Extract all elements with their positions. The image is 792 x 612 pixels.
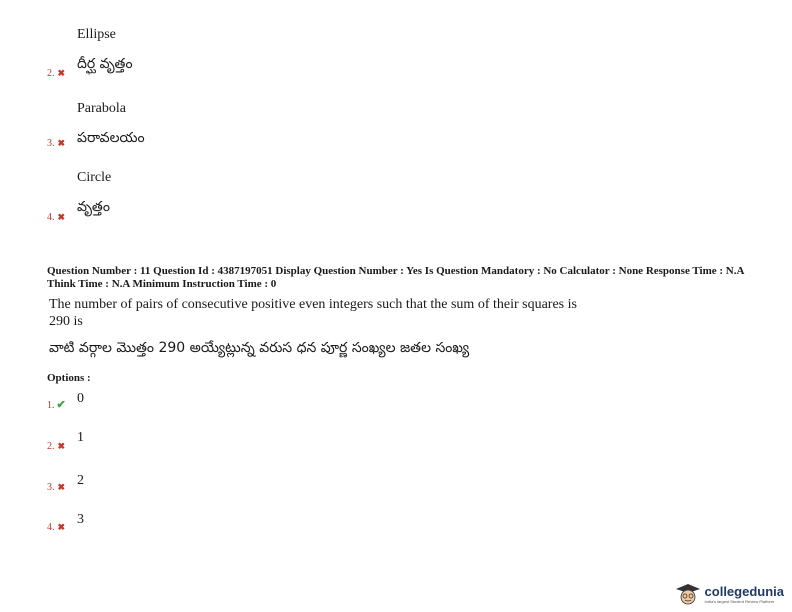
answer-option-4-marker — [47, 522, 65, 533]
answer-option-2-marker — [47, 441, 65, 452]
cross-icon: ✖ — [57, 482, 66, 492]
option-2-english: Ellipse — [77, 27, 116, 42]
option-4-telugu: వృత్తం — [77, 199, 110, 215]
cross-icon: ✖ — [57, 138, 66, 148]
option-number: 3. — [47, 138, 55, 149]
answer-option-3-value: 2 — [77, 473, 84, 488]
option-3-telugu: పరావలయం — [77, 130, 145, 146]
logo-name: collegedunia — [704, 584, 784, 599]
option-number: 4. — [47, 212, 55, 223]
cross-icon: ✖ — [57, 441, 66, 451]
option-3-english: Parabola — [77, 101, 126, 116]
option-4-marker — [47, 212, 65, 223]
question-text-telugu: వాటి వర్గాల మొత్తం 290 అయ్యేట్లున్న వరుస ధన పూర్ణ సంఖ్యల జతల సంఖ్య — [49, 340, 470, 356]
answer-option-3-marker — [47, 482, 65, 493]
cross-icon: ✖ — [57, 68, 66, 78]
cross-icon: ✖ — [57, 522, 66, 532]
answer-option-1-marker — [47, 398, 66, 411]
mascot-icon — [673, 582, 703, 606]
answer-option-1-value: 0 — [77, 391, 84, 406]
option-number: 1. — [47, 400, 55, 411]
cross-icon: ✖ — [57, 212, 66, 222]
option-number: 4. — [47, 522, 55, 533]
options-label: Options : — [47, 372, 91, 384]
question-text-english: The number of pairs of consecutive positive even integers such that the sum of their squares is 290 is — [49, 297, 577, 329]
answer-option-2-value: 1 — [77, 430, 84, 445]
answer-option-4-value: 3 — [77, 512, 84, 527]
check-icon: ✔ — [56, 399, 66, 411]
logo-tagline: India's largest Student Review Platform — [704, 599, 775, 604]
option-3-marker — [47, 138, 65, 149]
option-number: 2. — [47, 441, 55, 452]
option-2-marker — [47, 68, 65, 79]
question-meta: Question Number : 11 Question Id : 4387197051 Display Question Number : Yes Is Question Mandatory : No Calculator : None Response Time : N.A Think Time : N.A Minimum Instruction Time : 0 — [47, 265, 744, 290]
option-2-telugu: దీర్ఘ వృత్తం — [77, 56, 133, 72]
option-number: 3. — [47, 482, 55, 493]
option-number: 2. — [47, 68, 55, 79]
option-4-english: Circle — [77, 170, 112, 185]
collegedunia-logo — [673, 582, 784, 606]
